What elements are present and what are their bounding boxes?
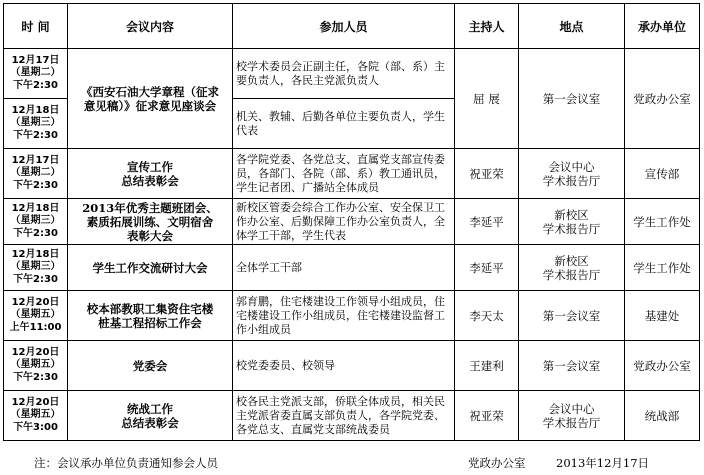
- time-cell: 12月20日 （星期五） 下午2:30: [4, 341, 68, 391]
- header-host: 主持人: [455, 4, 519, 49]
- location-cell: 新校区 学术报告厅: [519, 199, 625, 245]
- table-row: [4, 49, 700, 99]
- organizer-cell: 党政办公室: [625, 49, 700, 149]
- location-cell: 第一会议室: [519, 341, 625, 391]
- time-cell: 12月18日 （星期三） 下午2:30: [4, 245, 68, 291]
- time-cell: 12月18日 （星期三） 下午2:30: [4, 99, 68, 149]
- header-location: 地点: [519, 4, 625, 49]
- host-cell: 李延平: [455, 199, 519, 245]
- table-row: [4, 341, 700, 391]
- organizer-cell: 学生工作处: [625, 245, 700, 291]
- header-row: [4, 4, 700, 49]
- host-cell: 王建利: [455, 341, 519, 391]
- location-cell: 新校区 学术报告厅: [519, 245, 625, 291]
- organizer-cell: 统战部: [625, 391, 700, 441]
- organizer-cell: 宣传部: [625, 149, 700, 199]
- content-cell: 统战工作 总结表彰会: [68, 391, 233, 441]
- table-row: [4, 199, 700, 245]
- attendees-cell: 校学术委员会正副主任，各院（部、系）主要负责人，各民主党派负责人: [233, 49, 455, 99]
- content-cell: 学生工作交流研讨大会: [68, 245, 233, 291]
- attendees-cell: 校各民主党派支部，侨联全体成员，相关民主党派省委直属支部负责人，各学院党委、各党总支、直属党支部统战委员: [233, 391, 455, 441]
- time-cell: 12月17日 （星期二） 下午2:30: [4, 49, 68, 99]
- host-cell: 祝亚荣: [455, 391, 519, 441]
- table-row: [4, 291, 700, 341]
- content-cell: 校本部教职工集资住宅楼 桩基工程招标工作会: [68, 291, 233, 341]
- organizer-cell: 基建处: [625, 291, 700, 341]
- footer-office: 党政办公室: [468, 456, 526, 470]
- location-cell: 会议中心 学术报告厅: [519, 391, 625, 441]
- location-cell: 会议中心 学术报告厅: [519, 149, 625, 199]
- time-cell: 12月20日 （星期五） 下午3:00: [4, 391, 68, 441]
- attendees-cell: 全体学工干部: [233, 245, 455, 291]
- content-cell: 宣传工作 总结表彰会: [68, 149, 233, 199]
- attendees-cell: 各学院党委、各党总支、直属党支部宣传委员，各部门、各院（部、系）教工通讯员，学生记者团、广播站全体成员: [233, 149, 455, 199]
- location-cell: 第一会议室: [519, 291, 625, 341]
- attendees-cell: 新校区管委会综合工作办公室、安全保卫工作办公室、后勤保障工作办公室负责人，全体学工干部，学生代表: [233, 199, 455, 245]
- footer-note: 注：会议承办单位负责通知参会人员: [34, 456, 218, 470]
- table-row: [4, 391, 700, 441]
- time-cell: 12月18日 （星期三） 下午2:30: [4, 199, 68, 245]
- header-content: 会议内容: [68, 4, 233, 49]
- host-cell: 李延平: [455, 245, 519, 291]
- footer-date: 2013年12月17日: [556, 456, 650, 470]
- attendees-cell: 郭育鹏，住宅楼建设工作领导小组成员，住宅楼建设工作小组成员，住宅楼建设监督工作小组成员: [233, 291, 455, 341]
- header-attendees: 参加人员: [233, 4, 455, 49]
- attendees-cell: 校党委委员、校领导: [233, 341, 455, 391]
- table-row: [4, 245, 700, 291]
- organizer-cell: 学生工作处: [625, 199, 700, 245]
- location-cell: 第一会议室: [519, 49, 625, 149]
- meeting-schedule-table: [3, 3, 700, 441]
- content-cell: 《西安石油大学章程（征求 意见稿）》征求意见座谈会: [68, 49, 233, 149]
- organizer-cell: 党政办公室: [625, 341, 700, 391]
- content-cell: 2013年优秀主题班团会、 素质拓展训练、文明宿舍 表彰大会: [68, 199, 233, 245]
- host-cell: 祝亚荣: [455, 149, 519, 199]
- time-cell: 12月17日 （星期二） 下午2:30: [4, 149, 68, 199]
- header-time: 时 间: [4, 4, 68, 49]
- table-row: [4, 149, 700, 199]
- host-cell: 屈 展: [455, 49, 519, 149]
- host-cell: 李天太: [455, 291, 519, 341]
- header-organizer: 承办单位: [625, 4, 700, 49]
- content-cell: 党委会: [68, 341, 233, 391]
- time-cell: 12月20日 （星期五） 上午11:00: [4, 291, 68, 341]
- attendees-cell: 机关、教辅、后勤各单位主要负责人，学生代表: [233, 99, 455, 149]
